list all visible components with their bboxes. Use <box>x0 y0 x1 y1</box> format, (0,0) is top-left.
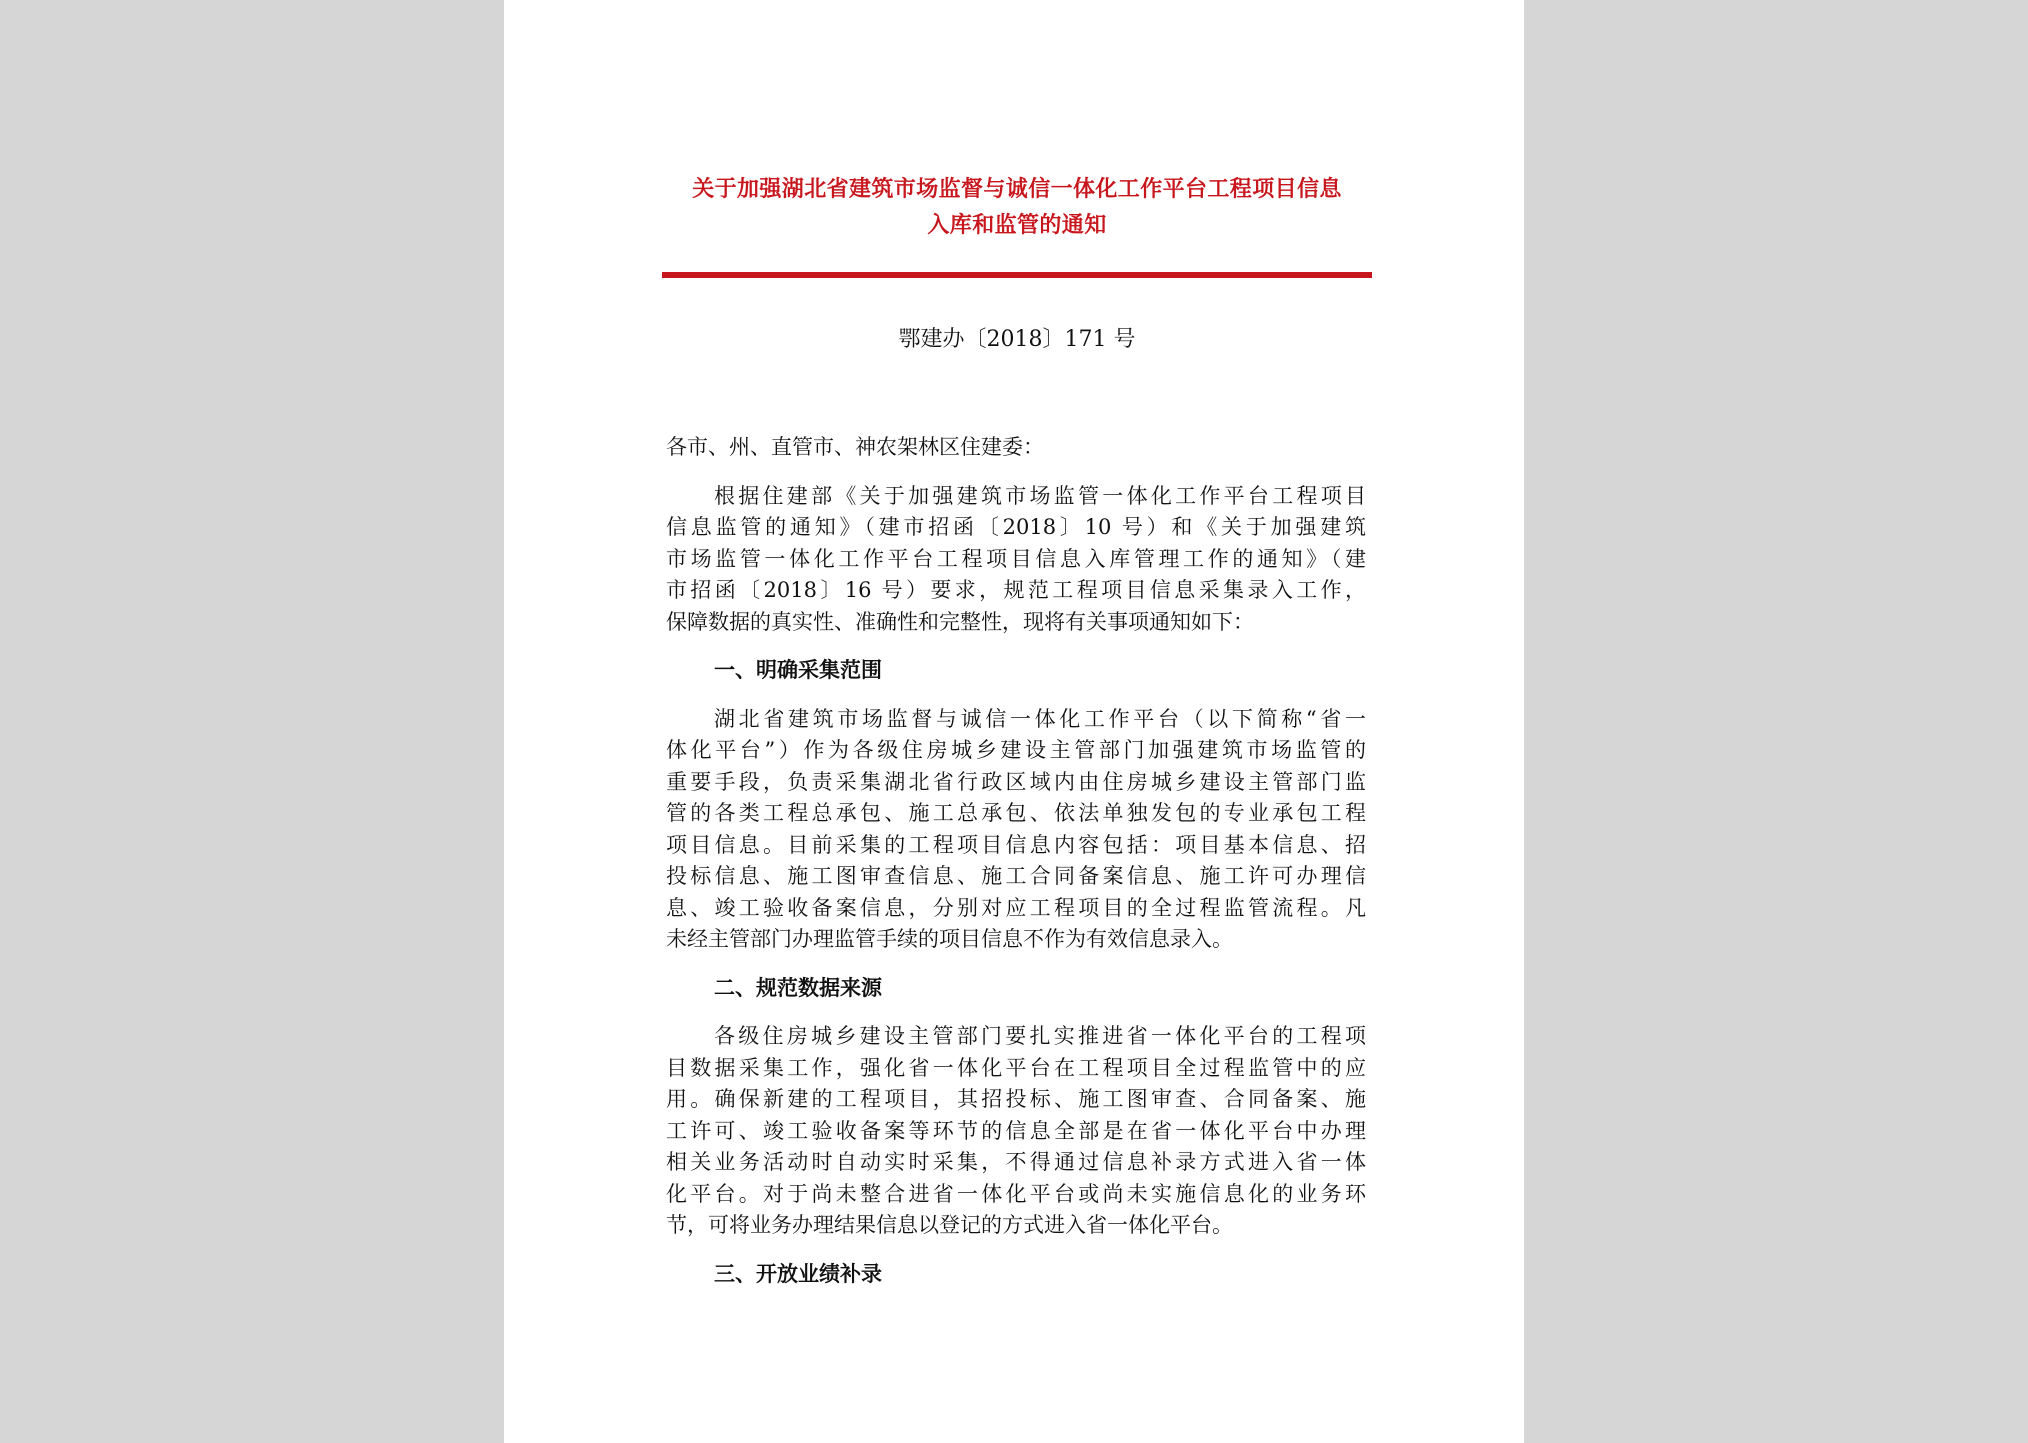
paragraph-line: 湖北省建筑市场监督与诚信一体化工作平台（以下简称“省一 <box>714 706 1366 731</box>
document-title <box>662 172 1372 244</box>
section-2-paragraph <box>666 1021 1366 1242</box>
paragraph-line: 项目信息。目前采集的工程项目信息内容包括：项目基本信息、招 <box>666 832 1366 857</box>
paragraph-line: 工许可、竣工验收备案等环节的信息全部是在省一体化平台中办理 <box>666 1118 1366 1143</box>
section-1-paragraph <box>666 704 1366 956</box>
paragraph-line: 各级住房城乡建设主管部门要扎实推进省一体化平台的工程项 <box>714 1024 1366 1048</box>
paragraph-line: 息、竣工验收备案信息，分别对应工程项目的全过程监管流程。凡 <box>666 895 1366 920</box>
intro-paragraph <box>666 481 1366 639</box>
paragraph-line: 体化平台”）作为各级住房城乡建设主管部门加强建筑市场监管的 <box>666 738 1366 762</box>
paragraph-line: 用。确保新建的工程项目，其招投标、施工图审查、合同备案、施 <box>666 1087 1366 1111</box>
paragraph-line: 化平台。对于尚未整合进省一体化平台或尚未实施信息化的业务环 <box>666 1181 1366 1206</box>
document-page <box>504 0 1524 1443</box>
paragraph-line: 市招函〔2018〕16 号）要求，规范工程项目信息采集录入工作， <box>666 578 1366 602</box>
paragraph-line: 根据住建部《关于加强建筑市场监管一体化工作平台工程项目 <box>714 483 1366 508</box>
paragraph-line: 相关业务活动时自动实时采集，不得通过信息补录方式进入省一体 <box>666 1150 1366 1174</box>
salutation: 各市、州、直管市、神农架林区住建委： <box>666 435 1044 459</box>
paragraph-line: 信息监管的通知》（建市招函〔2018〕10 号）和《关于加强建筑 <box>666 515 1366 539</box>
paragraph-line: 目数据采集工作，强化省一体化平台在工程项目全过程监管中的应 <box>666 1055 1366 1080</box>
title-line-1: 关于加强湖北省建筑市场监督与诚信一体化工作平台工程项目信息 <box>692 177 1342 202</box>
section-heading-3: 三、开放业绩补录 <box>714 1261 882 1286</box>
paragraph-line: 市场监管一体化工作平台工程项目信息入库管理工作的通知》（建 <box>666 546 1366 571</box>
paragraph-line: 管的各类工程总承包、施工总承包、依法单独发包的专业承包工程 <box>666 801 1366 825</box>
red-header-rule <box>662 272 1372 278</box>
document-number: 鄂建办〔2018〕171 号 <box>898 327 1136 352</box>
paragraph-line: 投标信息、施工图审查信息、施工合同备案信息、施工许可办理信 <box>666 864 1366 888</box>
section-heading-1: 一、明确采集范围 <box>714 658 882 682</box>
document-body <box>666 432 1366 1290</box>
paragraph-line: 保障数据的真实性、准确性和完整性，现将有关事项通知如下： <box>666 609 1254 634</box>
paragraph-line: 未经主管部门办理监管手续的项目信息不作为有效信息录入。 <box>666 927 1233 951</box>
section-heading-2: 二、规范数据来源 <box>714 975 882 1000</box>
paragraph-line: 重要手段，负责采集湖北省行政区域内由住房城乡建设主管部门监 <box>666 769 1366 794</box>
paragraph-line: 节，可将业务办理结果信息以登记的方式进入省一体化平台。 <box>666 1213 1233 1237</box>
title-line-2: 入库和监管的通知 <box>927 213 1107 238</box>
